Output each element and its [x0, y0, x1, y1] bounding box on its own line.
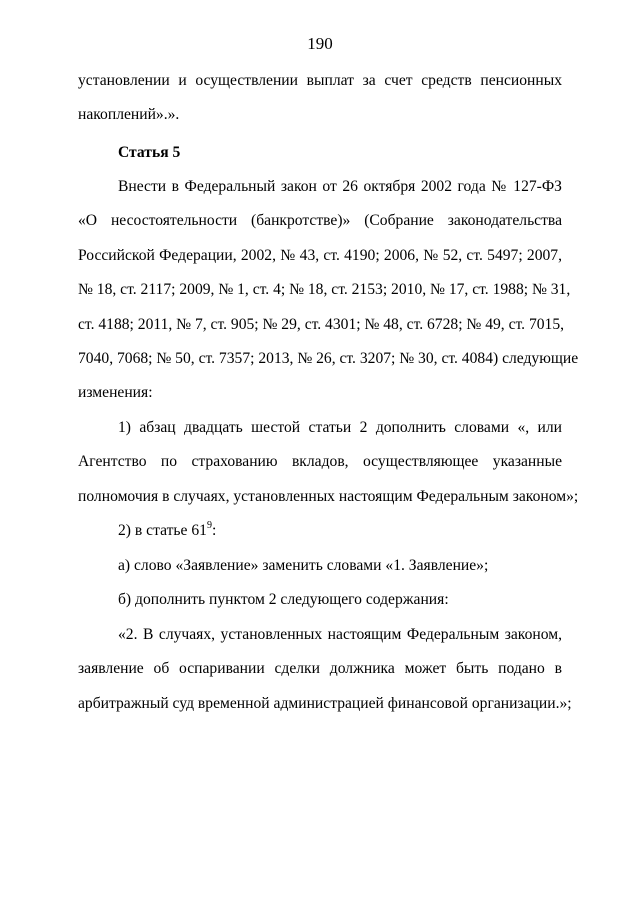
- para1-line-3: Российской Федерации, 2002, № 43, ст. 4190; 2006, № 52, ст. 5497; 2007,: [78, 247, 562, 264]
- item1-line-1: 1) абзац двадцать шестой статьи 2 дополнить словами «, или: [118, 419, 562, 436]
- para1-line-7: изменения:: [78, 384, 153, 401]
- item2b-line: б) дополнить пунктом 2 следующего содержания:: [118, 591, 449, 608]
- item1-line-3: полномочия в случаях, установленных настоящим Федеральным законом»;: [78, 488, 579, 505]
- item2-superscript: 9: [206, 519, 212, 531]
- intro-line-1: установлении и осуществлении выплат за счет средств пенсионных: [78, 72, 562, 89]
- item1-line-2: Агентство по страхованию вкладов, осуществляющее указанные: [78, 453, 562, 470]
- intro-line-2: накоплений».».: [78, 106, 180, 123]
- para1-line-5: ст. 4188; 2011, № 7, ст. 905; № 29, ст. 4301; № 48, ст. 6728; № 49, ст. 7015,: [78, 316, 565, 333]
- item2-colon: :: [211, 522, 217, 539]
- quote-line-1: «2. В случаях, установленных настоящим Федеральным законом,: [118, 626, 562, 643]
- item2-line: [118, 521, 562, 541]
- para1-line-6: 7040, 7068; № 50, ст. 7357; 2013, № 26, ст. 3207; № 30, ст. 4084) следующие: [78, 350, 579, 367]
- quote-line-3: арбитражный суд временной администрацией финансовой организации.»;: [78, 695, 572, 712]
- item2-text: 2) в статье 61: [118, 522, 207, 539]
- quote-line-2: заявление об оспаривании сделки должника может быть подано в: [78, 660, 562, 677]
- para1-line-2: «О несостоятельности (банкротстве)» (Собрание законодательства: [78, 212, 562, 229]
- para1-line-1: Внести в Федеральный закон от 26 октября 2002 года № 127-ФЗ: [118, 178, 562, 195]
- item2a-line: а) слово «Заявление» заменить словами «1. Заявление»;: [118, 557, 489, 574]
- para1-line-4: № 18, ст. 2117; 2009, № 1, ст. 4; № 18, ст. 2153; 2010, № 17, ст. 1988; № 31,: [78, 281, 571, 298]
- page-number: 190: [307, 34, 333, 53]
- article-heading: Статья 5: [118, 144, 181, 161]
